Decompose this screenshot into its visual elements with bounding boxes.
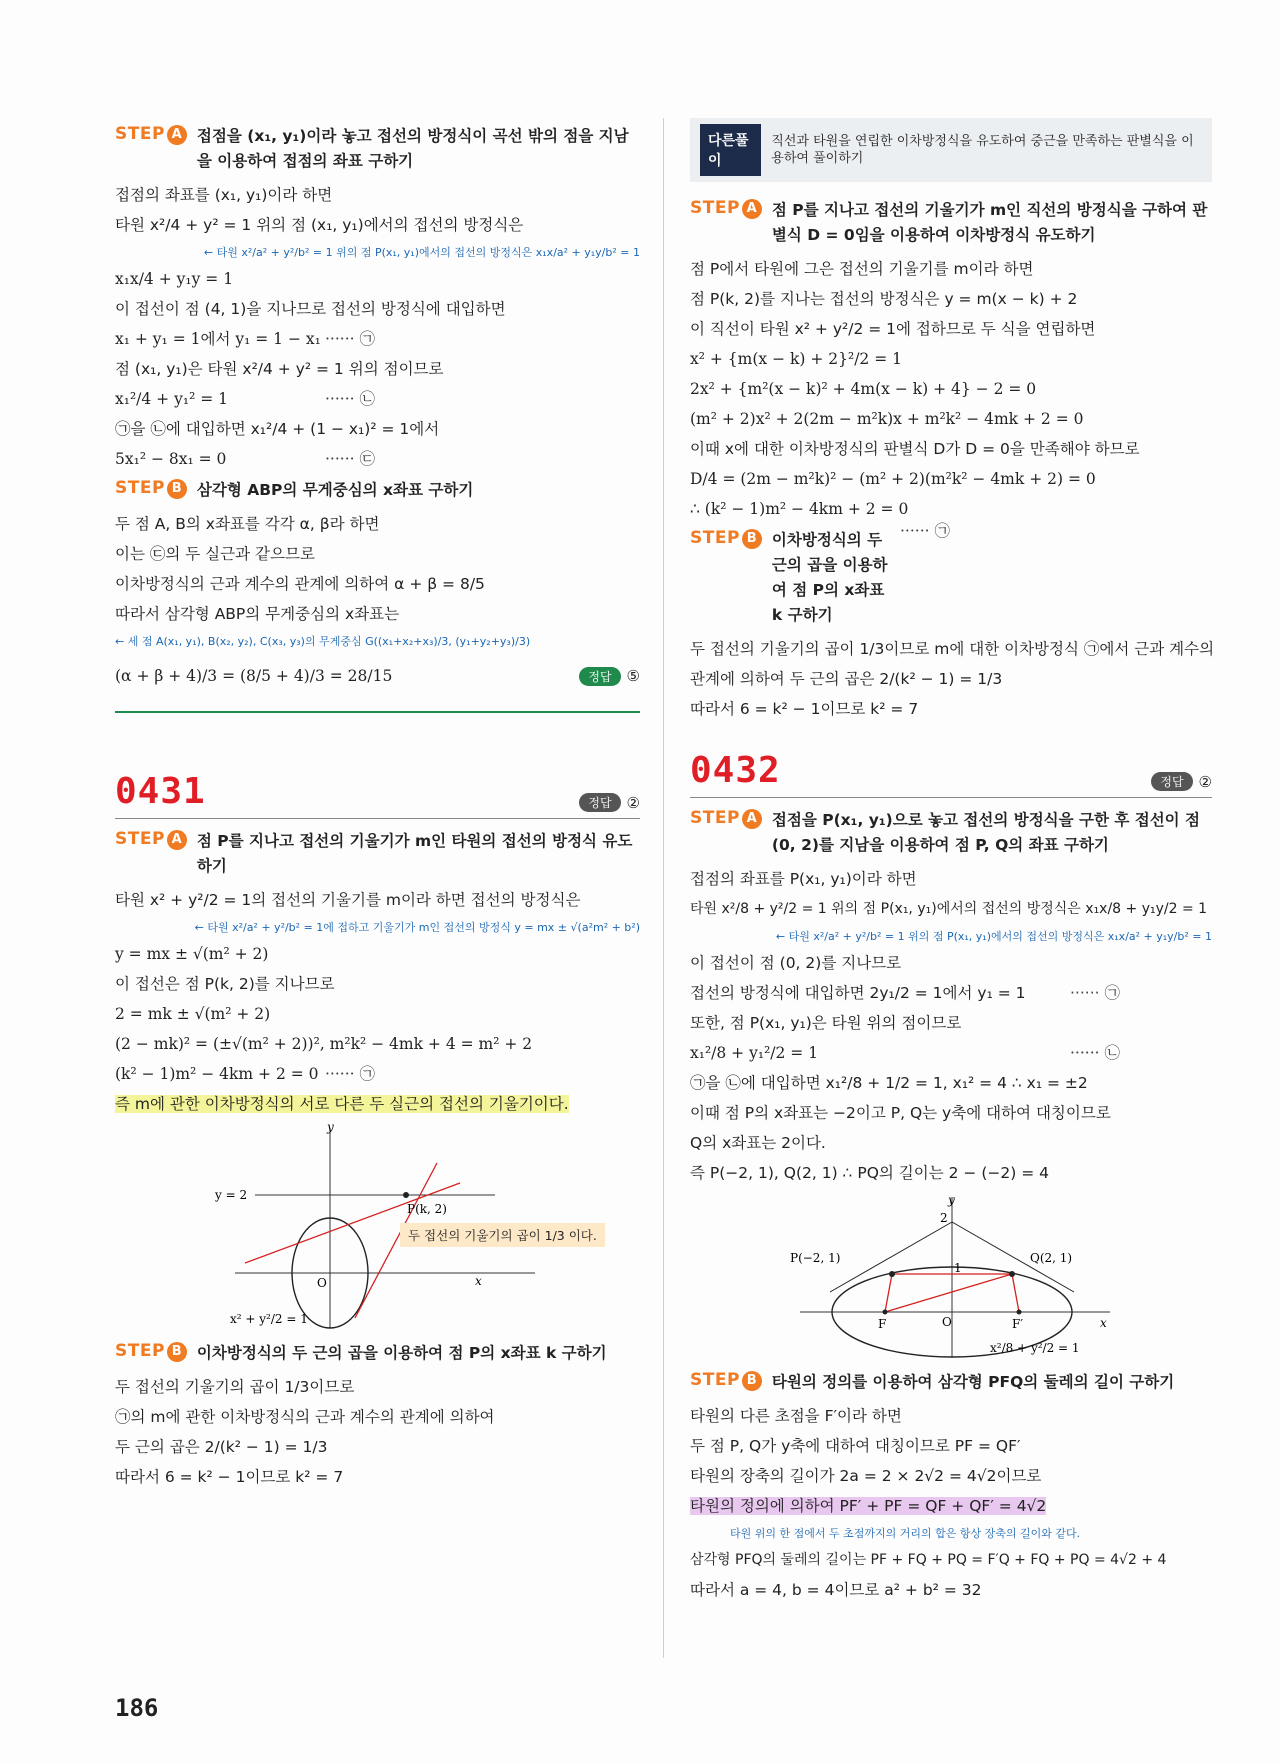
step-title: 점 P를 지나고 접선의 기울기가 m인 타원의 접선의 방정식 유도하기 (196, 832, 633, 875)
step-b-heading: STEP B 타원의 정의를 이용하여 삼각형 PFQ의 둘레의 길이 구하기 (690, 1370, 1212, 1395)
y-axis-label: y (948, 1193, 955, 1207)
math-line: x² + {m(x − k) + 2}²/2 = 1 (690, 350, 902, 368)
alternate-solution-box (690, 118, 1212, 182)
problem-header (115, 771, 640, 819)
math-line: x₁x/4 + y₁y = 1 (115, 270, 234, 288)
text-line: 접선의 방정식에 대입하면 2y₁/2 = 1에서 y₁ = 1 ······ ㉠ (690, 984, 1120, 1002)
f2-label: F′ (1012, 1317, 1024, 1331)
math-line: 2x² + {m²(x − k)² + 4m(x − k) + 4} − 2 = 0 (690, 380, 1037, 398)
text-line: 두 접선의 기울기의 곱이 1/3이므로 m에 대한 이차방정식 ㉠에서 근과 계수의 (690, 640, 1215, 658)
math-line: (m² + 2)x² + 2(2m − m²k)x + m²k² − 4mk + 2 = 0 (690, 410, 1084, 428)
side-note: ← 타원 x²/a² + y²/b² = 1 위의 점 P(x₁, y₁)에서의 접선의 방정식은 x₁x/a² + y₁y/b² = 1 (775, 930, 1212, 943)
point-p (889, 1271, 895, 1277)
text-line: 따라서 6 = k² − 1이므로 k² = 7 (115, 1468, 344, 1486)
math-line: x₁ + y₁ = 1에서 y₁ = 1 − x₁ ······ ㉠ (115, 330, 375, 348)
text-line: 이때 점 P의 x좌표는 −2이고 P, Q는 y축에 대하여 대칭이므로 (690, 1104, 1111, 1122)
step-a-heading: STEP A 접점을 P(x₁, y₁)으로 놓고 접선의 방정식을 구한 후 접선이 점 (0, 2)를 지남을 이용하여 점 P, Q의 좌표 구하기 (690, 808, 1212, 858)
text-line: 이 직선이 타원 x² + y²/2 = 1에 접하므로 두 식을 연립하면 (690, 320, 1096, 338)
ellipse-tangent-graph (115, 1123, 640, 1333)
step-title: 이차방정식의 두 근의 곱을 이용하여 점 P의 x좌표 k 구하기 (196, 1344, 607, 1362)
answer: 정답 ② (1151, 772, 1212, 791)
step-a-heading: STEP A 점 P를 지나고 접선의 기울기가 m인 타원의 접선의 방정식 유도하기 (115, 829, 640, 879)
text-line: 이는 ㉢의 두 실근과 같으므로 (115, 545, 315, 563)
right-column (690, 118, 1215, 1609)
text-line: 이 접선이 점 (0, 2)를 지나므로 (690, 954, 902, 972)
text-line: 타원의 장축의 길이가 2a = 2 × 2√2 = 4√2이므로 (690, 1467, 1042, 1485)
text-line: 점 (x₁, y₁)은 타원 x²/4 + y² = 1 위의 점이므로 (115, 360, 444, 378)
callout-box: 두 접선의 기울기의 곱이 1/3 이다. (400, 1223, 605, 1247)
point-label: P(k, 2) (407, 1202, 447, 1216)
text-line: 타원의 정의에 의하여 PF′ + PF = QF + QF′ = 4√2 (690, 1497, 1047, 1515)
text-line: 따라서 6 = k² − 1이므로 k² = 7 (690, 700, 919, 718)
text-line: 두 접선의 기울기의 곱이 1/3이므로 (115, 1378, 355, 1396)
text-line: 이때 x에 대한 이차방정식의 판별식 D가 D = 0을 만족해야 하므로 (690, 440, 1140, 458)
origin-label: O (942, 1315, 952, 1329)
eq-mark: ······ ㉢ (325, 450, 375, 468)
text-line: 타원 x²/4 + y² = 1 위의 점 (x₁, y₁)에서의 접선의 방정식은 (115, 216, 524, 234)
column-divider (663, 118, 664, 1658)
side-note: ← 세 점 A(x₁, y₁), B(x₂, y₂), C(x₃, y₃)의 무게중심 G((x₁+x₂+x₃)/3, (y₁+y₂+y₃)/3) (115, 635, 531, 648)
text-line: 두 점 P, Q가 y축에 대하여 대칭이므로 PF = QF′ (690, 1437, 1021, 1455)
text-line: 두 근의 곱은 2/(k² − 1) = 1/3 (115, 1438, 328, 1456)
point-q (1009, 1271, 1015, 1277)
step-b-heading: STEP B 이차방정식의 두 근의 곱을 이용하여 점 P의 x좌표 k 구하기 (115, 1341, 640, 1366)
text-line: 삼각형 PFQ의 둘레의 길이는 PF + FQ + PQ = F′Q + FQ + PQ = 4√2 + 4 (690, 1552, 1167, 1568)
text-line: 이 접선이 점 (4, 1)을 지나므로 접선의 방정식에 대입하면 (115, 300, 506, 318)
math-line: (2 − mk)² = (±√(m² + 2))², m²k² − 4mk + 4 = m² + 2 (115, 1035, 533, 1053)
side-note: ← 타원 x²/a² + y²/b² = 1 위의 점 P(x₁, y₁)에서의 접선의 방정식은 x₁x/a² + y₁y/b² = 1 (203, 246, 640, 259)
text-line: 점 P에서 타원에 그은 접선의 기울기를 m이라 하면 (690, 260, 1034, 278)
side-note: ← 타원 x²/a² + y²/b² = 1에 접하고 기울기가 m인 접선의 방정식 y = mx ± √(a²m² + b²) (194, 921, 640, 934)
p-label: P(−2, 1) (790, 1251, 841, 1265)
graph-svg (690, 1192, 1212, 1362)
step-b-heading: STEP B 삼각형 ABP의 무게중심의 x좌표 구하기 (115, 478, 640, 503)
problem-number: 0432 (690, 750, 781, 791)
x-axis-label: x (1100, 1316, 1107, 1330)
text-line: 즉 P(−2, 1), Q(2, 1) ∴ PQ의 길이는 2 − (−2) = 4 (690, 1164, 1049, 1182)
alternate-text: 직선과 타원을 연립한 이차방정식을 유도하여 중근을 만족하는 판별식을 이용하여 풀이하기 (771, 134, 1194, 166)
text-line: Q의 x좌표는 2이다. (690, 1134, 826, 1152)
text-line: 따라서 a = 4, b = 4이므로 a² + b² = 32 (690, 1581, 982, 1599)
math-line: y = mx ± √(m² + 2) (115, 945, 269, 963)
side-note: 타원 위의 한 점에서 두 초점까지의 거리의 합은 항상 장축의 길이와 같다. (730, 1527, 1081, 1540)
text-line: 타원의 다른 초점을 F′이라 하면 (690, 1407, 902, 1425)
y-axis-label: y (327, 1123, 334, 1134)
problem-header (690, 750, 1212, 798)
eq-mark: ······ ㉠ (900, 522, 950, 540)
step-title: 점 P를 지나고 접선의 기울기가 m인 직선의 방정식을 구하여 판별식 D = 0임을 이용하여 이차방정식 유도하기 (771, 201, 1208, 244)
segment-pf (885, 1274, 892, 1312)
text-line: 두 점 A, B의 x좌표를 각각 α, β라 하면 (115, 515, 380, 533)
step-title: 타원의 정의를 이용하여 삼각형 PFQ의 둘레의 길이 구하기 (771, 1373, 1175, 1391)
point-f2 (1017, 1310, 1022, 1315)
eq-mark: ······ ㉠ (1070, 984, 1120, 1002)
text-line: 타원 x²/8 + y²/2 = 1 위의 점 P(x₁, y₁)에서의 접선의 방정식은 x₁x/8 + y₁y/2 = 1 (690, 901, 1208, 917)
math-line: ∴ (k² − 1)m² − 4km + 2 = 0 ······ ㉠ (690, 500, 950, 540)
eq-mark: ······ ㉡ (1070, 1044, 1120, 1062)
left-column (115, 118, 640, 1496)
step-a-heading: STEP A 접점을 (x₁, y₁)이라 놓고 접선의 방정식이 곡선 밖의 점을 지남을 이용하여 접점의 좌표 구하기 (115, 124, 640, 174)
step-b-heading: STEP B 이차방정식의 두 근의 곱을 이용하여 점 P의 x좌표 k 구하기 (690, 528, 900, 628)
f-label: F (878, 1317, 887, 1331)
text-line: ㉠을 ㉡에 대입하면 x₁²/4 + (1 − x₁)² = 1에서 (115, 420, 440, 438)
segment-qf2 (1012, 1274, 1019, 1312)
answer: 정답 ② (579, 793, 640, 812)
eq-mark: ······ ㉠ (325, 1065, 375, 1083)
y-line-label: y = 2 (215, 1188, 248, 1202)
step-a-heading: STEP A 점 P를 지나고 접선의 기울기가 m인 직선의 방정식을 구하여 판별식 D = 0임을 이용하여 이차방정식 유도하기 (690, 198, 1212, 248)
point-p (403, 1192, 409, 1198)
math-line: (k² − 1)m² − 4km + 2 = 0 ······ ㉠ (115, 1065, 375, 1083)
origin-label: O (317, 1276, 327, 1290)
alternate-label: 다른풀이 (700, 124, 761, 176)
section-rule (115, 711, 640, 713)
text-line: 관계에 의하여 두 근의 곱은 2/(k² − 1) = 1/3 (690, 670, 1003, 688)
eq-mark: ······ ㉠ (325, 330, 375, 348)
step-title: 삼각형 ABP의 무게중심의 x좌표 구하기 (196, 481, 474, 499)
curve-label: x²/8 + y²/2 = 1 (990, 1341, 1080, 1355)
step-title: 접점을 P(x₁, y₁)으로 놓고 접선의 방정식을 구한 후 접선이 점 (0, 2)를 지남을 이용하여 점 P, Q의 좌표 구하기 (771, 811, 1201, 854)
ellipse-focus-graph (690, 1192, 1212, 1362)
text-line: 접점의 좌표를 P(x₁, y₁)이라 하면 (690, 870, 917, 888)
text-line: 이차방정식의 근과 계수의 관계에 의하여 α + β = 8/5 (115, 575, 485, 593)
text-line: ㉠을 ㉡에 대입하면 x₁²/8 + 1/2 = 1, x₁² = 4 ∴ x₁ = ±2 (690, 1074, 1088, 1092)
y2-label: 2 (940, 1211, 948, 1225)
text-line: ㉠의 m에 관한 이차방정식의 근과 계수의 관계에 의하여 (115, 1408, 495, 1426)
math-line: 2 = mk ± √(m² + 2) (115, 1005, 271, 1023)
math-line: D/4 = (2m − m²k)² − (m² + 2)(m²k² − 4mk + 2) = 0 (690, 470, 1096, 488)
text-line: 접점의 좌표를 (x₁, y₁)이라 하면 (115, 186, 333, 204)
step-title: 이차방정식의 두 근의 곱을 이용하여 점 P의 x좌표 k 구하기 (771, 531, 888, 624)
math-line: (α + β + 4)/3 = (8/5 + 4)/3 = 28/15 (115, 667, 393, 685)
segment-fq (885, 1274, 1012, 1312)
y1-label: 1 (954, 1261, 962, 1275)
text-line: 이 접선은 점 P(k, 2)를 지나므로 (115, 975, 335, 993)
page-number: 186 (115, 1694, 159, 1722)
point-f (883, 1310, 888, 1315)
text-line: 즉 m에 관한 이차방정식의 서로 다른 두 실근의 접선의 기울기이다. (115, 1095, 569, 1113)
q-label: Q(2, 1) (1030, 1251, 1073, 1265)
answer: 정답 ⑤ (579, 667, 640, 686)
x-axis-label: x (475, 1274, 482, 1288)
text-line: 또한, 점 P(x₁, y₁)은 타원 위의 점이므로 (690, 1014, 962, 1032)
math-line: 5x₁² − 8x₁ = 0 ······ ㉢ (115, 450, 375, 468)
math-line: x₁²/4 + y₁² = 1 ······ ㉡ (115, 390, 375, 408)
text-line: 따라서 삼각형 ABP의 무게중심의 x좌표는 (115, 605, 400, 623)
problem-number: 0431 (115, 771, 206, 812)
text-line: 점 P(k, 2)를 지나는 접선의 방정식은 y = m(x − k) + 2 (690, 290, 1078, 308)
text-line: 타원 x² + y²/2 = 1의 접선의 기울기를 m이라 하면 접선의 방정식은 (115, 891, 581, 909)
eq-mark: ······ ㉡ (325, 390, 375, 408)
curve-label: x² + y²/2 = 1 (230, 1312, 308, 1326)
math-line: x₁²/8 + y₁²/2 = 1 ······ ㉡ (690, 1044, 1120, 1062)
step-title: 접점을 (x₁, y₁)이라 놓고 접선의 방정식이 곡선 밖의 점을 지남을 이용하여 접점의 좌표 구하기 (196, 127, 629, 170)
